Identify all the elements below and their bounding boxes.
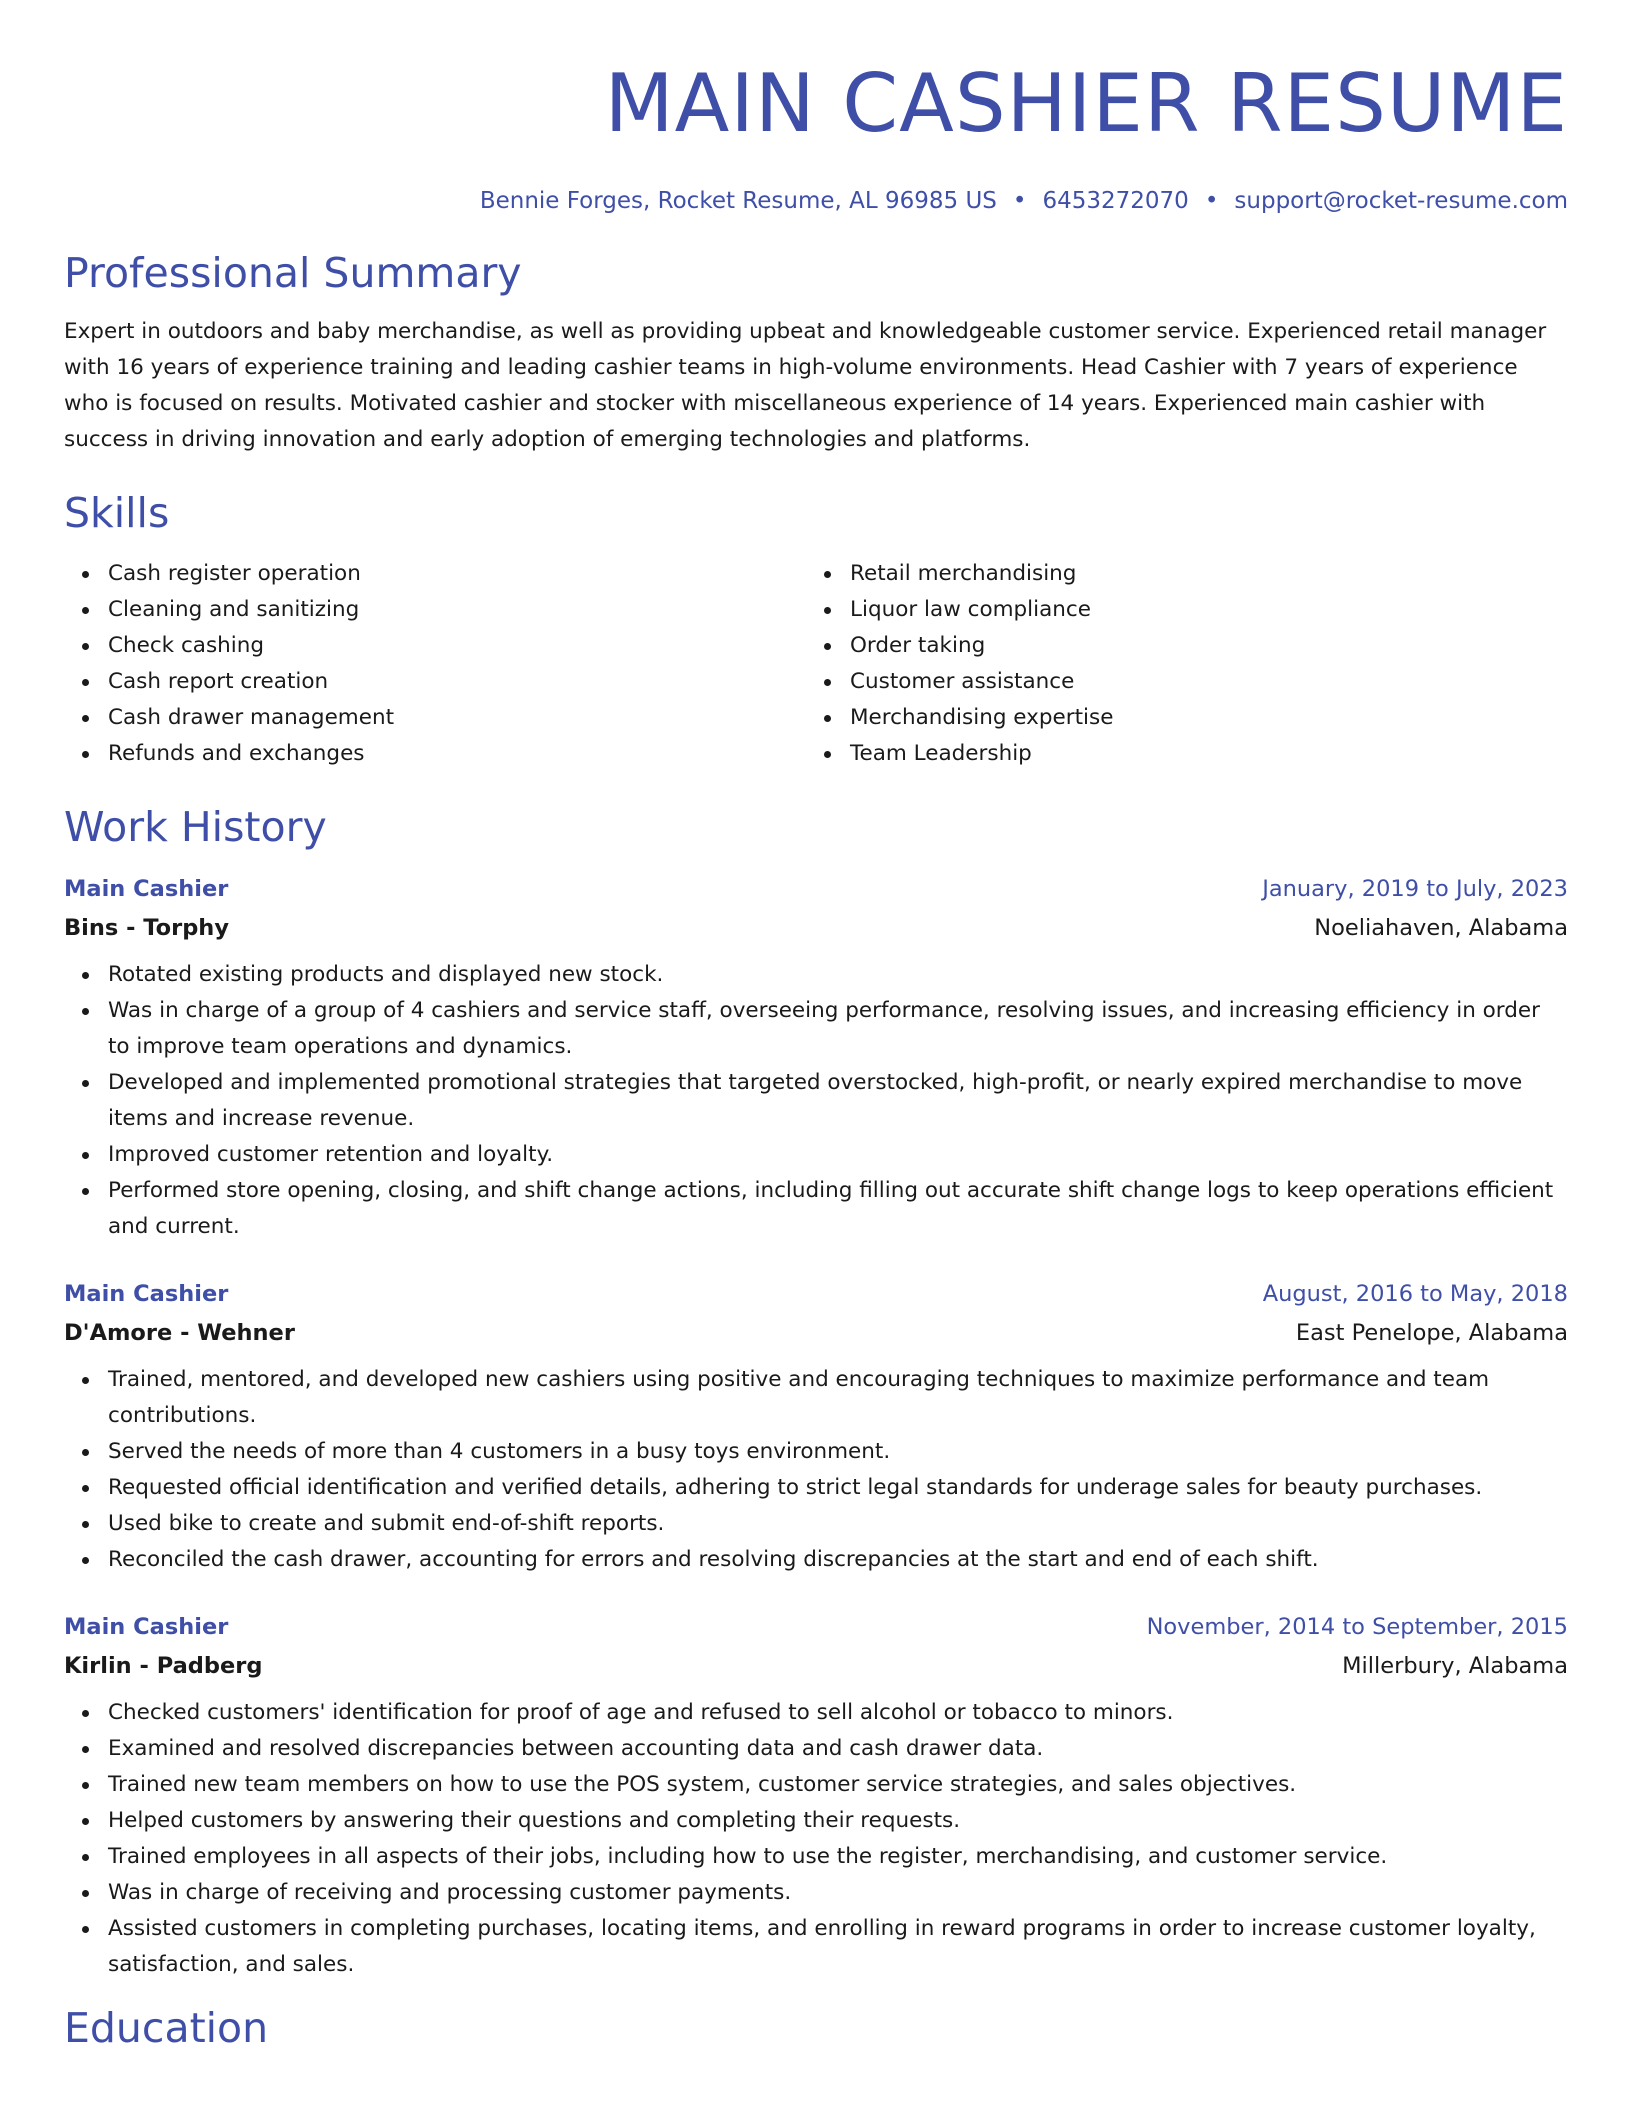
skill-item: Check cashing <box>108 628 806 664</box>
job-bullet: Used bike to create and submit end-of-shift reports. <box>108 1506 1568 1542</box>
skill-item: Cash register operation <box>108 556 806 592</box>
job-company: Kirlin - Padberg <box>64 1653 263 1679</box>
work-history-section <box>64 802 1568 1983</box>
job-bullet: Served the needs of more than 4 customers in a busy toys environment. <box>108 1434 1568 1470</box>
skills-column-right <box>806 556 1548 772</box>
contact-separator: • <box>1012 188 1027 214</box>
job-title: Main Cashier <box>64 1614 229 1640</box>
job-company-row <box>64 913 1568 943</box>
skill-item: Retail merchandising <box>850 556 1548 592</box>
job-bullet: Examined and resolved discrepancies between accounting data and cash drawer data. <box>108 1731 1568 1767</box>
job-location: Noeliahaven, Alabama <box>1314 915 1568 941</box>
skill-item: Customer assistance <box>850 664 1548 700</box>
job-dates: January, 2019 to July, 2023 <box>1262 876 1568 902</box>
education-heading: Education <box>64 2004 269 2052</box>
job-bullet: Reconciled the cash drawer, accounting for errors and resolving discrepancies at the start and end of each shift. <box>108 1542 1568 1578</box>
skill-item: Merchandising expertise <box>850 700 1548 736</box>
work-history-heading: Work History <box>64 803 327 851</box>
job-entry <box>64 1612 1568 1983</box>
contact-separator: • <box>1204 188 1219 214</box>
job-company: Bins - Torphy <box>64 915 229 941</box>
skills-heading: Skills <box>64 489 170 537</box>
job-bullet: Rotated existing products and displayed new stock. <box>108 957 1568 993</box>
skills-grid <box>64 556 1568 772</box>
job-bullet: Assisted customers in completing purchases, locating items, and enrolling in reward programs in order to increase customer loyalty, satisfaction, and sales. <box>108 1911 1568 1983</box>
job-entry <box>64 874 1568 1245</box>
job-bullet: Trained employees in all aspects of their jobs, including how to use the register, merchandising, and customer service. <box>108 1839 1568 1875</box>
job-title-row <box>64 1279 1568 1309</box>
job-title: Main Cashier <box>64 876 229 902</box>
job-bullet: Requested official identification and verified details, adhering to strict legal standards for underage sales for beauty purchases. <box>108 1470 1568 1506</box>
job-bullet: Was in charge of receiving and processing customer payments. <box>108 1875 1568 1911</box>
job-title-row <box>64 874 1568 904</box>
job-bullets <box>64 1695 1568 1983</box>
job-company-row <box>64 1651 1568 1681</box>
skill-item: Cash report creation <box>108 664 806 700</box>
education-section <box>64 2003 1568 2053</box>
job-entry <box>64 1279 1568 1578</box>
contact-line <box>64 186 1568 216</box>
skill-item: Order taking <box>850 628 1548 664</box>
job-bullet: Checked customers' identification for proof of age and refused to sell alcohol or tobacco to minors. <box>108 1695 1568 1731</box>
job-bullets <box>64 957 1568 1245</box>
job-bullet: Helped customers by answering their questions and completing their requests. <box>108 1803 1568 1839</box>
skills-section <box>64 488 1568 772</box>
job-bullet: Performed store opening, closing, and shift change actions, including filling out accurate shift change logs to keep operations efficient and current. <box>108 1173 1568 1245</box>
job-bullet: Improved customer retention and loyalty. <box>108 1137 1568 1173</box>
job-bullet: Developed and implemented promotional strategies that targeted overstocked, high-profit, or nearly expired merchandise to move items and increase revenue. <box>108 1065 1568 1137</box>
skill-item: Liquor law compliance <box>850 592 1548 628</box>
skill-item: Team Leadership <box>850 736 1548 772</box>
skill-item: Cash drawer management <box>108 700 806 736</box>
job-bullets <box>64 1362 1568 1578</box>
skills-column-left <box>64 556 806 772</box>
summary-heading: Professional Summary <box>64 249 522 297</box>
job-location: Millerbury, Alabama <box>1342 1653 1568 1679</box>
skill-item: Refunds and exchanges <box>108 736 806 772</box>
contact-address: Bennie Forges, Rocket Resume, AL 96985 US <box>479 188 997 214</box>
job-title: Main Cashier <box>64 1281 229 1307</box>
job-location: East Penelope, Alabama <box>1295 1320 1568 1346</box>
summary-text: Expert in outdoors and baby merchandise, as well as providing upbeat and knowledgeable customer service. Experienced retail manager with 16 years of experience training and leading cashier teams in high-volume environments. Head Cashier with 7 years of experience who is focused on results. Motivated cashier and stocker with miscellaneous experience of 14 years. Experienced main cashier with success in driving innovation and early adoption of emerging technologies and platforms. <box>64 319 1547 452</box>
skill-item: Cleaning and sanitizing <box>108 592 806 628</box>
resume-header <box>64 58 1568 216</box>
job-company-row <box>64 1318 1568 1348</box>
contact-phone: 6453272070 <box>1042 188 1189 214</box>
contact-email[interactable]: support@rocket-resume.com <box>1234 188 1568 214</box>
job-title-row <box>64 1612 1568 1642</box>
job-dates: November, 2014 to September, 2015 <box>1146 1614 1568 1640</box>
resume-title: MAIN CASHIER RESUME <box>604 57 1568 150</box>
job-dates: August, 2016 to May, 2018 <box>1262 1281 1568 1307</box>
job-bullet: Was in charge of a group of 4 cashiers and service staff, overseeing performance, resolving issues, and increasing efficiency in order to improve team operations and dynamics. <box>108 993 1568 1065</box>
job-bullet: Trained new team members on how to use the POS system, customer service strategies, and sales objectives. <box>108 1767 1568 1803</box>
job-company: D'Amore - Wehner <box>64 1320 295 1346</box>
summary-section <box>64 248 1568 458</box>
job-bullet: Trained, mentored, and developed new cashiers using positive and encouraging techniques to maximize performance and team contributions. <box>108 1362 1568 1434</box>
